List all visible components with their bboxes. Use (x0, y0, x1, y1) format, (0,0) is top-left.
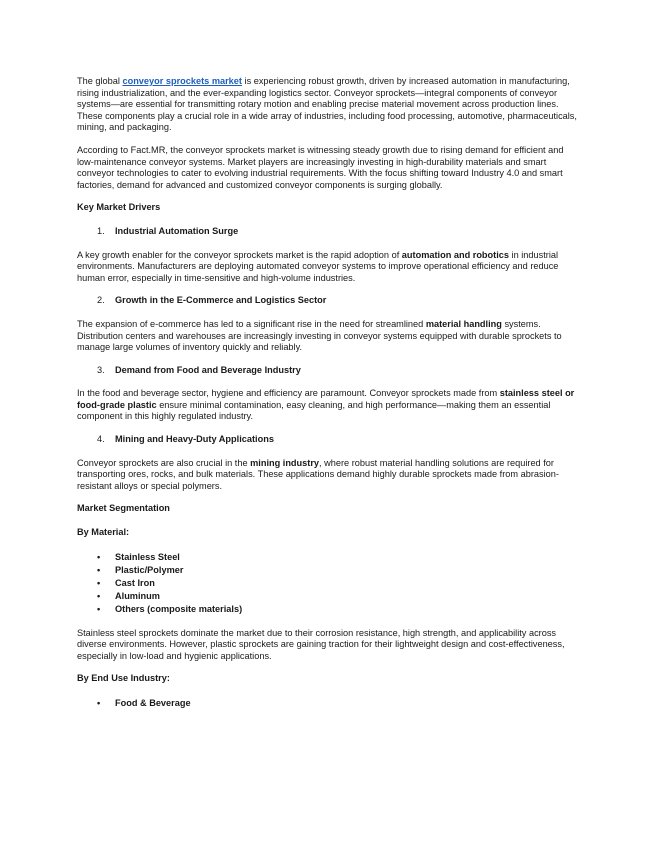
end-use-list (77, 697, 577, 710)
bullet-icon: • (97, 551, 101, 562)
intro-paragraph: The global conveyor sprockets market is experiencing robust growth, driven by increased automation in manufacturing, rising industrialization, and the ever-expanding logistics sector. Conveyor sprockets—integral components of conveyor systems—are essential for transmitting rotary motion and enabling precise material movement across production lines. These components play a crucial role in a wide array of industries, including food processing, automotive, pharmaceuticals, mining, and packaging. (77, 76, 577, 133)
list-item: • Plastic/Polymer (97, 564, 184, 575)
bullet-icon: • (97, 577, 101, 588)
market-segmentation-heading: Market Segmentation (77, 503, 170, 514)
driver-2-heading: 2. Growth in the E-Commerce and Logistics Sector (97, 295, 327, 306)
by-material-heading: By Material: (77, 527, 130, 538)
bullet-icon: • (97, 590, 101, 601)
driver-3-heading: 3. Demand from Food and Beverage Industry (97, 364, 301, 375)
driver-1-heading: 1. Industrial Automation Surge (97, 225, 239, 236)
list-item: • Cast Iron (97, 577, 155, 588)
list-item: • Food & Beverage (97, 698, 191, 708)
key-market-drivers-heading: Key Market Drivers (77, 202, 161, 213)
document-page (77, 76, 577, 722)
list-item: • Aluminum (97, 590, 160, 601)
driver-3-paragraph: In the food and beverage sector, hygiene and efficiency are paramount. Conveyor sprockets made from stainless steel or food-grade plastic ensure minimal contamination, easy cleaning, and high performance—making them an essential component in this highly regulated industry. (77, 388, 575, 422)
driver-1-paragraph: A key growth enabler for the conveyor sprockets market is the rapid adoption of automation and robotics in industrial environments. Manufacturers are deploying automated conveyor systems to improve operational efficiency and reduce human error, especially in time-sensitive and high-volume industries. (77, 249, 559, 283)
conveyor-sprockets-market-link[interactable]: conveyor sprockets market (122, 76, 242, 86)
material-paragraph: Stainless steel sprockets dominate the market due to their corrosion resistance, high strength, and applicability across diverse environments. However, plastic sprockets are gaining traction for their lightweight design and cost-effectiveness, especially in low-load and hygienic applications. (77, 627, 565, 661)
driver-4-paragraph: Conveyor sprockets are also crucial in the mining industry, where robust material handling solutions are required for transporting ores, rocks, and bulk materials. These applications demand highly durable sprockets made from abrasion-resistant alloys or special polymers. (77, 457, 559, 491)
list-item: • Stainless Steel (97, 551, 180, 562)
by-end-use-heading: By End Use Industry: (77, 673, 170, 684)
bullet-icon: • (97, 698, 101, 708)
factmr-paragraph: According to Fact.MR, the conveyor sprockets market is witnessing steady growth due to rising demand for efficient and low-maintenance conveyor systems. Market players are increasingly investing in high-durability materials and smart conveyor technologies to cater to evolving industrial requirements. With the focus shifting toward Industry 4.0 and smart factories, demand for advanced and customized conveyor components is surging globally. (77, 144, 564, 190)
driver-4-heading: 4. Mining and Heavy-Duty Applications (97, 434, 274, 445)
driver-2-paragraph: The expansion of e-commerce has led to a significant rise in the need for streamlined material handling systems. Distribution centers and warehouses are increasingly investing in conveyor systems equipped with durable sprockets to manage large volumes of inventory quickly and reliably. (77, 318, 562, 353)
bullet-icon: • (97, 603, 101, 614)
bullet-icon: • (97, 564, 101, 575)
list-item: • Others (composite materials) (97, 603, 243, 614)
materials-list (77, 551, 577, 616)
